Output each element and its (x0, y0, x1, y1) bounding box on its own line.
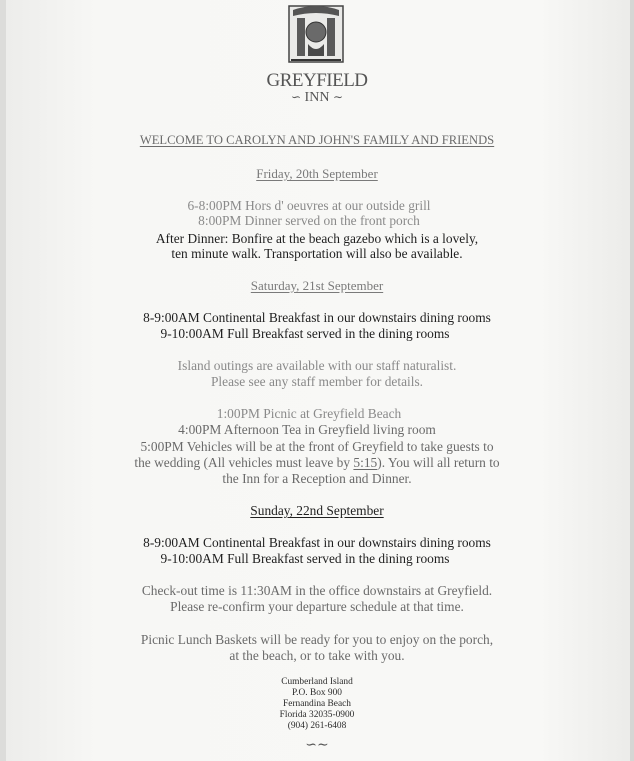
saturday-afternoon-line: 5:00PM Vehicles will be at the front of Greyfield to take guests to (140, 439, 494, 454)
friday-line: After Dinner: Bonfire at the beach gazebo which is a lovely, (155, 231, 479, 246)
picnic-line: at the beach, or to take with you. (229, 648, 405, 663)
wedding-departure-time: 5:15 (353, 455, 378, 470)
address-line: Fernandina Beach (283, 699, 351, 709)
saturday-outings-line: Please see any staff member for details. (210, 374, 424, 389)
wedding-text-after: ). You will all return to (377, 455, 500, 470)
saturday-afternoon-line: 1:00PM Picnic at Greyfield Beach (216, 406, 402, 421)
saturday-breakfast-line: 8-9:00AM Continental Breakfast in our downstairs dining rooms (143, 310, 491, 325)
flourish-right-icon: ∼ (332, 90, 343, 104)
saturday-outings-line: Island outings are available with our staff naturalist. (177, 358, 457, 373)
saturday-afternoon-line: 4:00PM Afternoon Tea in Greyfield living room (178, 422, 436, 437)
flourish-left-icon: ∽ (290, 90, 302, 104)
picnic-line: Picnic Lunch Baskets will be ready for you to enjoy on the porch, (140, 632, 494, 647)
saturday-heading: Saturday, 21st September (250, 278, 384, 293)
sunday-heading: Sunday, 22nd September (250, 503, 384, 518)
brand-name: GREYFIELD (266, 70, 368, 91)
wedding-text-before: the wedding (All vehicles must leave by (134, 455, 354, 470)
welcome-heading: WELCOME TO CAROLYN AND JOHN'S FAMILY AND FRIENDS (139, 133, 495, 147)
brand-subtitle (0, 90, 634, 106)
friday-heading: Friday, 20th September (256, 166, 378, 181)
brand-sub-text: INN (304, 90, 330, 105)
address-line: P.O. Box 900 (291, 688, 342, 698)
wedding-line (0, 455, 634, 471)
checkout-line: Please re-confirm your departure schedule at that time. (170, 599, 464, 614)
checkout-line: Check-out time is 11:30AM in the office downstairs at Greyfield. (141, 583, 493, 598)
reception-line: the Inn for a Reception and Dinner. (222, 471, 412, 486)
signature-flourish-icon: ∽∼ (305, 738, 329, 753)
friday-line: 8:00PM Dinner served on the front porch (198, 213, 420, 228)
friday-line: 6-8:00PM Hors d' oeuvres at our outside grill (187, 198, 431, 213)
sunday-breakfast-line: 9-10:00AM Full Breakfast served in the dining rooms (160, 551, 450, 566)
greyfield-crest-logo (283, 2, 349, 66)
friday-line: ten minute walk. Transportation will also be available. (171, 246, 463, 261)
address-line: (904) 261-6408 (287, 721, 347, 731)
address-line: Cumberland Island (281, 677, 353, 687)
saturday-breakfast-line: 9-10:00AM Full Breakfast served in the dining rooms (160, 326, 450, 341)
address-line: Florida 32035-0900 (279, 710, 355, 720)
sunday-breakfast-line: 8-9:00AM Continental Breakfast in our downstairs dining rooms (143, 535, 491, 550)
